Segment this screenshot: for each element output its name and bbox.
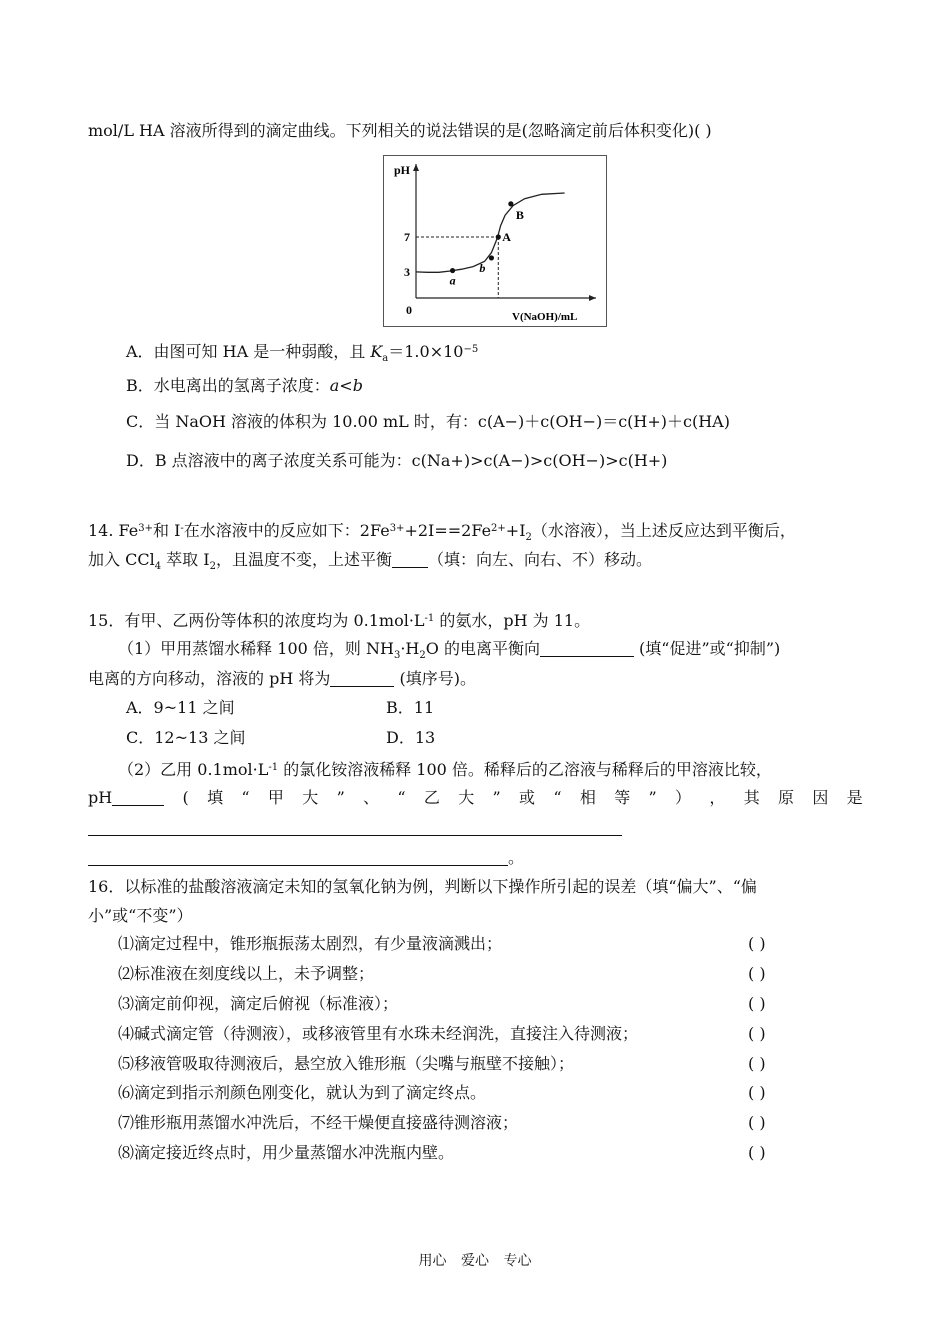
point-A — [496, 234, 501, 239]
q14-sup: 3+ — [389, 523, 405, 534]
q15-text: 的氨水，pH 为 11。 — [434, 611, 591, 630]
q15-part1-line2 — [88, 668, 476, 690]
q15-part2-line1 — [118, 757, 772, 781]
q16-stem-line1: 16．以标准的盐酸溶液滴定未知的氢氧化钠为例，判断以下操作所引起的误差（填“偏大”、“偏 — [88, 877, 757, 896]
q16-answer-paren-5[interactable]: ( ) — [748, 1054, 766, 1073]
q15-token: ” — [648, 788, 657, 807]
q15-token: 大 — [302, 788, 319, 807]
q15-token: 填 — [207, 788, 224, 807]
q14-text: 加入 CCl — [88, 550, 155, 569]
q15-token: 、 — [363, 788, 380, 807]
q15-reason-line1 — [88, 817, 622, 839]
titration-curve-line — [416, 193, 565, 272]
q15-token: 大 — [458, 788, 475, 807]
point-label-A: A — [502, 230, 511, 244]
q15-token: ， — [709, 788, 726, 807]
q14-text: 在水溶液中的反应如下：2Fe — [183, 521, 390, 540]
q15-option-a: A．9~11 之间 — [126, 698, 235, 717]
q15-token: 因 — [812, 788, 829, 807]
q15-token: 相 — [579, 788, 596, 807]
q16-item-2: ⑵标准液在刻度线以上，未予调整； — [118, 964, 375, 983]
q15-text: O 的电离平衡向 — [425, 639, 540, 658]
q13-option-c: C．当 NaOH 溶液的体积为 10.00 mL 时，有：c(A−)＋c(OH−)＝c(H+)＋c(HA) — [126, 412, 730, 431]
ka-exponent: −5 — [463, 344, 479, 355]
q14-sup: 2+ — [491, 523, 506, 534]
point-a — [450, 268, 455, 273]
q16-answer-paren-1[interactable]: ( ) — [748, 934, 766, 953]
q15-text: （2）乙用 0.1mol·L — [118, 760, 269, 779]
y-axis-label: pH — [394, 163, 411, 177]
q15-stem — [88, 608, 590, 632]
q15-option-b: B．11 — [386, 698, 435, 717]
q14-text: ==2Fe — [434, 521, 492, 540]
q13-stem: mol/L HA 溶液所得到的滴定曲线。下列相关的说法错误的是(忽略滴定前后体积变化)( ) — [88, 121, 712, 140]
q15-text: ·H — [400, 639, 420, 658]
q14-text: +2I — [404, 521, 435, 540]
q15-part2-blank[interactable] — [112, 789, 164, 806]
point-label-b: b — [479, 260, 486, 275]
q15-token: “ — [397, 788, 406, 807]
q15-token: ( — [182, 788, 189, 807]
q15-token: 等 — [614, 788, 631, 807]
q14-text: 萃取 I — [161, 550, 210, 569]
q15-token: ） — [675, 788, 692, 807]
y-tick-label: 3 — [404, 264, 410, 279]
q15-option-c: C．12~13 之间 — [126, 728, 246, 747]
q14-sup: - — [180, 523, 184, 534]
x-axis-arrow — [589, 295, 596, 301]
q15-text: (填“促进”或“抑制”) — [633, 639, 781, 658]
q15-reason-line2 — [88, 847, 524, 869]
q15-text: 15．有甲、乙两份等体积的浓度均为 0.1mol·L — [88, 611, 425, 630]
q15-part1-blank2[interactable] — [330, 670, 394, 687]
q15-sup: -1 — [424, 613, 435, 624]
q13-option-a-text: A．由图可知 HA 是一种弱酸，且 — [126, 342, 371, 361]
q15-text: (填序号)。 — [394, 669, 476, 688]
point-label-a: a — [449, 273, 456, 288]
ka-value: ＝1.0×10 — [388, 342, 464, 361]
ka-subscript: a — [382, 353, 389, 364]
q15-text: （1）甲用蒸馏水稀释 100 倍，则 NH — [118, 639, 394, 658]
q15-token: 是 — [846, 788, 863, 807]
q16-item-4: ⑷碱式滴定管（待测液），或移液管里有水珠未经润洗，直接注入待测液； — [118, 1024, 639, 1043]
q14-sub: 4 — [154, 561, 162, 572]
origin-label: 0 — [406, 303, 412, 317]
q15-token: 原 — [778, 788, 795, 807]
chart-svg — [384, 156, 606, 326]
q16-answer-paren-4[interactable]: ( ) — [748, 1024, 766, 1043]
q15-text: 的氯化铵溶液稀释 100 倍。稀释后的乙溶液与稀释后的甲溶液比较， — [278, 760, 772, 779]
q16-answer-paren-7[interactable]: ( ) — [748, 1113, 766, 1132]
q14-answer-blank[interactable] — [392, 551, 428, 568]
q16-stem-line2: 小”或“不变”） — [88, 906, 193, 925]
q15-sub: 2 — [419, 650, 426, 661]
q16-answer-paren-2[interactable]: ( ) — [748, 964, 766, 983]
q13-option-b-expr: a<b — [329, 376, 363, 395]
q15-part1-blank1[interactable] — [540, 640, 634, 657]
q14-text: +I — [505, 521, 526, 540]
q13-option-a — [126, 339, 478, 370]
q15-part1-line1 — [118, 638, 780, 667]
page-footer: 用心 爱心 专心 — [418, 1253, 532, 1269]
q15-token: 乙 — [423, 788, 440, 807]
q15-token: ” — [336, 788, 345, 807]
q14-text: （填：向左、向右、不）移动。 — [427, 550, 652, 569]
q15-token: “ — [553, 788, 562, 807]
q16-item-7: ⑺锥形瓶用蒸馏水冲洗后，不经干燥便直接盛待测溶液； — [118, 1113, 519, 1132]
titration-curve-chart — [383, 155, 607, 327]
q14-text: 14. Fe — [88, 521, 139, 540]
q15-text: 电离的方向移动，溶液的 pH 将为 — [88, 669, 331, 688]
q15-token: 其 — [743, 788, 760, 807]
q14-line2 — [88, 549, 652, 578]
q16-item-1: ⑴滴定过程中，锥形瓶振荡太剧烈，有少量液滴溅出； — [118, 934, 503, 953]
q14-line1 — [88, 518, 796, 549]
q15-token: 或 — [519, 788, 536, 807]
q15-ph-with-blank — [88, 787, 164, 809]
q13-option-b-text: B．水电离出的氢离子浓度： — [126, 376, 330, 395]
point-b — [489, 255, 494, 260]
q15-sub: 3 — [393, 650, 401, 661]
q16-item-5: ⑸移液管吸取待测液后，悬空放入锥形瓶（尖嘴与瓶壁不接触）； — [118, 1054, 575, 1073]
y-axis-arrow — [413, 164, 419, 171]
q16-answer-paren-8[interactable]: ( ) — [748, 1143, 766, 1162]
q16-answer-paren-6[interactable]: ( ) — [748, 1083, 766, 1102]
point-B — [508, 201, 513, 206]
q14-text: （水溶液），当上述反应达到平衡后， — [531, 521, 796, 540]
q14-sub: 2 — [525, 532, 532, 543]
q16-item-8: ⑻滴定接近终点时，用少量蒸馏水冲洗瓶内壁。 — [118, 1143, 455, 1162]
x-axis-label: V(NaOH)/mL — [512, 311, 578, 323]
q16-item-3: ⑶滴定前仰视，滴定后俯视（标准液）； — [118, 994, 399, 1013]
q14-text: 和 I — [152, 521, 181, 540]
q15-token: 甲 — [267, 788, 284, 807]
q14-sub: 2 — [209, 561, 216, 572]
q15-option-d: D．13 — [386, 728, 436, 747]
q13-option-d: D．B 点溶液中的离子浓度关系可能为：c(Na+)>c(A−)>c(OH−)>c(H+) — [126, 451, 668, 470]
q15-reason-blank2[interactable] — [88, 849, 508, 866]
q16-item-6: ⑹滴定到指示剂颜色刚变化，就认为到了滴定终点。 — [118, 1083, 487, 1102]
q13-option-b — [126, 375, 363, 397]
q15-token: ” — [492, 788, 501, 807]
ka-symbol: K — [370, 342, 383, 361]
q15-sup: -1 — [268, 762, 279, 773]
q16-answer-paren-3[interactable]: ( ) — [748, 994, 766, 1013]
q15-end-mark: 。 — [508, 848, 525, 867]
q15-token: “ — [241, 788, 250, 807]
q14-sup: 3+ — [138, 523, 153, 534]
y-tick-label: 7 — [404, 230, 410, 244]
point-label-B: B — [515, 207, 524, 222]
q15-text: pH — [88, 788, 113, 807]
q14-text: ，且温度不变，上述平衡 — [215, 550, 392, 569]
q15-reason-blank1[interactable] — [88, 819, 622, 836]
q15-part2-line2 — [88, 787, 863, 809]
